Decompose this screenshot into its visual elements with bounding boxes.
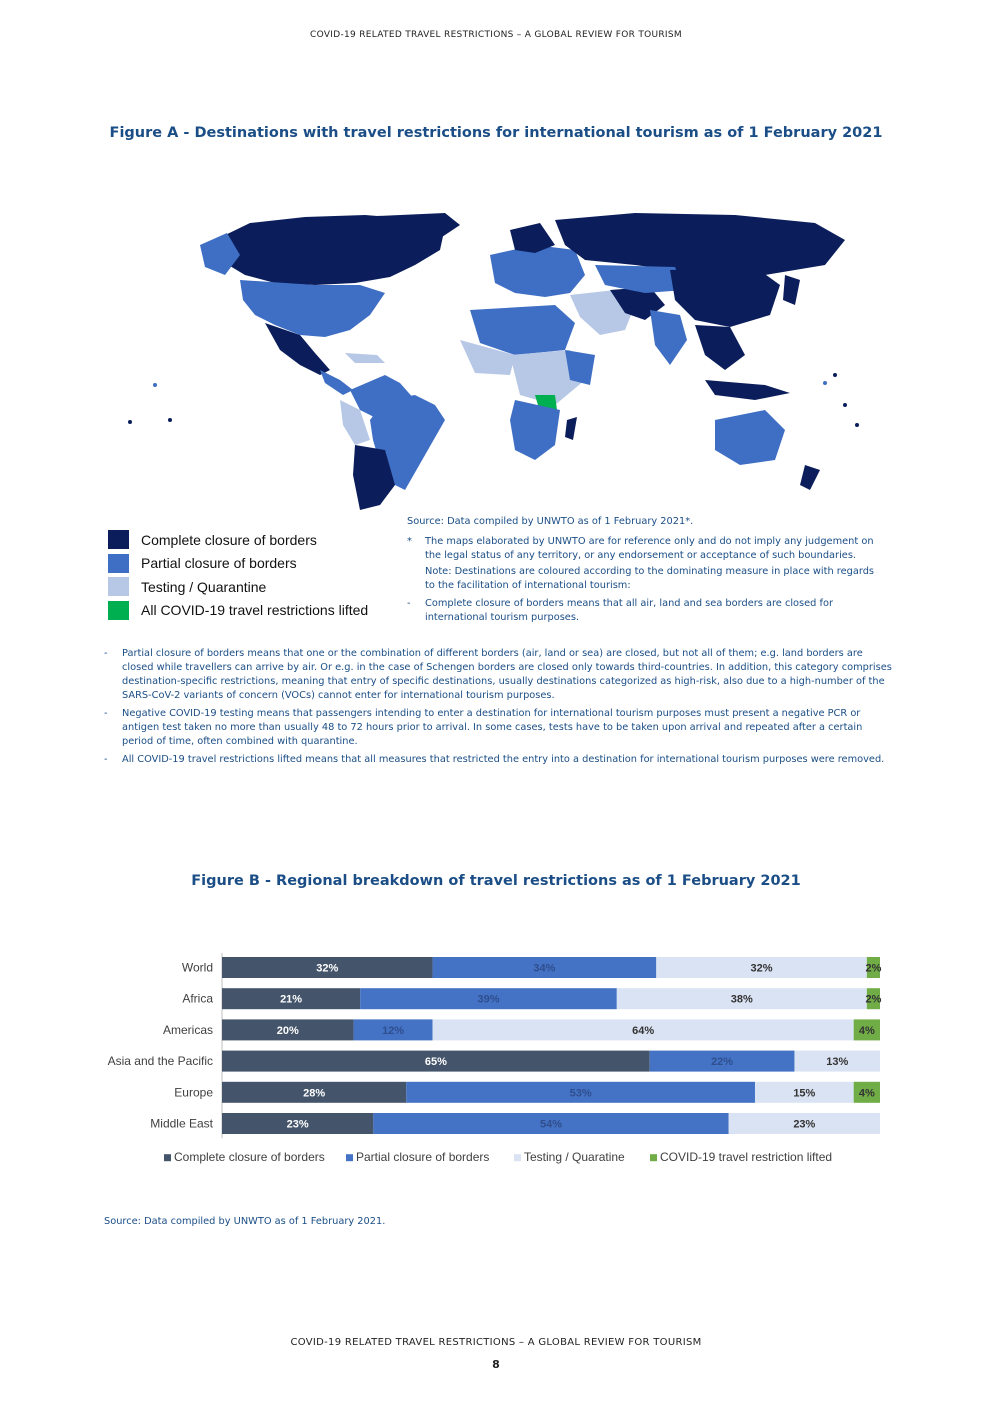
data-label: 39% [477, 993, 500, 1006]
legend-item [108, 528, 368, 552]
figure-a-notes [407, 515, 882, 625]
map-australia [715, 410, 785, 465]
legend-swatch [164, 1154, 171, 1161]
data-label: 54% [539, 1118, 563, 1131]
category-label: World [181, 960, 213, 975]
data-label: 64% [632, 1024, 655, 1037]
map-usa [240, 280, 385, 337]
category-label: Americas [162, 1022, 213, 1037]
data-label: 23% [793, 1118, 816, 1131]
bullet-marker: - [104, 754, 108, 765]
data-label: 4% [858, 1024, 875, 1037]
bullet-text: All COVID-19 travel restrictions lifted means that all measures that restricted the entry into a destination for international tourism purposes were removed. [122, 754, 885, 765]
bullet [104, 707, 894, 749]
legend-label: All COVID-19 travel restrictions lifted [141, 602, 369, 619]
note-text: Note: Destinations are coloured according to the dominating measure in place with regards to the facilitation of international tourism: [425, 566, 875, 591]
data-label: 38% [730, 993, 753, 1006]
data-label: 13% [826, 1056, 849, 1069]
bullet [104, 753, 894, 767]
map-new-zealand [800, 465, 820, 490]
bullet-text: Complete closure of borders means that all air, land and sea borders are closed for international tourism purposes. [425, 598, 833, 623]
bullet [104, 647, 894, 703]
map-caribbean [345, 353, 385, 363]
footnote-text: The maps elaborated by UNWTO are for reference only and do not imply any judgement on the legal status of any territory, or any endorsement or acceptance of such boundaries. [425, 536, 874, 561]
data-label: 21% [280, 993, 303, 1006]
data-label: 12% [382, 1024, 405, 1037]
world-map-graphic [115, 205, 880, 515]
figure-b-title: Figure B - Regional breakdown of travel restrictions as of 1 February 2021 [191, 873, 801, 889]
legend-swatch [108, 601, 129, 620]
map-japan [783, 275, 800, 305]
data-label: 53% [569, 1087, 592, 1100]
bullet-text: Partial closure of borders means that one or the combination of different borders (air, land or sea) are closed, but not all of them; e.g. land borders are closed while travellers can arrive by air. Or e.g. in the case of Schengen borders are closed only towards third-countries. In addition, this category comprises destination-specific restrictions, meaning that entry of specific destinations, usually destinations categorized as high-risk, also due to a high-number of the SARS-CoV-2 variants of concern (VOCs) cannot enter for international tourism purposes. [122, 648, 892, 701]
category-label: Asia and the Pacific [107, 1054, 213, 1069]
legend-item [108, 552, 368, 576]
data-label: 2% [865, 962, 882, 975]
figure-b-source: Source: Data compiled by UNWTO as of 1 February 2021. [104, 1216, 386, 1227]
footnote-marker: * [407, 536, 412, 547]
category-label: Africa [182, 991, 213, 1006]
figure-a-title: Figure A - Destinations with travel restrictions for international tourism as of 1 February 2021 [109, 125, 883, 141]
footnote [407, 535, 882, 563]
map-s-africa [510, 400, 560, 460]
legend-label: Partial closure of borders [141, 555, 297, 572]
legend-label: Testing / Quaratine [524, 1150, 625, 1165]
legend-label: Complete closure of borders [174, 1150, 325, 1165]
running-header: COVID-19 RELATED TRAVEL RESTRICTIONS – A GLOBAL REVIEW FOR TOURISM [310, 30, 682, 40]
legend-swatch [108, 577, 129, 596]
legend-label: COVID-19 travel restriction lifted [660, 1150, 833, 1165]
map-legend [108, 528, 368, 622]
running-footer: COVID-19 RELATED TRAVEL RESTRICTIONS – A GLOBAL REVIEW FOR TOURISM [290, 1337, 702, 1348]
legend-item [108, 575, 368, 599]
note [407, 565, 882, 593]
bullet-marker: - [407, 598, 411, 609]
data-label: 32% [750, 962, 773, 975]
data-label: 28% [303, 1087, 326, 1100]
figure-a-source: Source: Data compiled by UNWTO as of 1 February 2021*. [407, 516, 694, 527]
data-label: 15% [793, 1087, 816, 1100]
bullet-marker: - [104, 708, 108, 719]
bullet-marker: - [104, 648, 108, 659]
page-number: 8 [492, 1358, 500, 1371]
map-indonesia [705, 380, 790, 400]
figure-a-bullets [104, 647, 894, 771]
map-central-am [320, 370, 353, 395]
legend-swatch [346, 1154, 353, 1161]
data-label: 4% [858, 1087, 875, 1100]
map-china [670, 267, 780, 327]
world-map [115, 205, 880, 515]
map-europe [490, 245, 585, 297]
map-se-asia [695, 325, 745, 370]
legend-label: Partial closure of borders [356, 1150, 490, 1165]
category-label: Europe [174, 1085, 213, 1100]
legend-label: Testing / Quarantine [141, 578, 267, 595]
legend-label: Complete closure of borders [141, 531, 317, 548]
data-label: 23% [286, 1118, 309, 1131]
legend-item [108, 599, 368, 623]
legend-swatch [108, 554, 129, 573]
regional-breakdown-chart [100, 945, 900, 1185]
legend-swatch [514, 1154, 521, 1161]
bullet [407, 597, 882, 625]
data-label: 2% [865, 993, 882, 1006]
data-label: 20% [276, 1024, 299, 1037]
legend-swatch [650, 1154, 657, 1161]
legend-swatch [108, 530, 129, 549]
bullet-text: Negative COVID-19 testing means that passengers intending to enter a destination for international tourism purposes must present a negative PCR or antigen test taken no more than usually 48 to 72 hours prior to arrival. In some cases, tests have to be taken upon arrival and repeated after a certain period of time, often combined with quarantine. [122, 708, 863, 747]
data-label: 65% [424, 1056, 447, 1069]
data-label: 22% [711, 1056, 734, 1069]
chart-svg [100, 945, 900, 1185]
data-label: 32% [316, 962, 339, 975]
category-label: Middle East [150, 1116, 213, 1131]
map-madagascar [565, 417, 577, 440]
map-india [650, 310, 687, 365]
data-label: 34% [533, 962, 556, 975]
